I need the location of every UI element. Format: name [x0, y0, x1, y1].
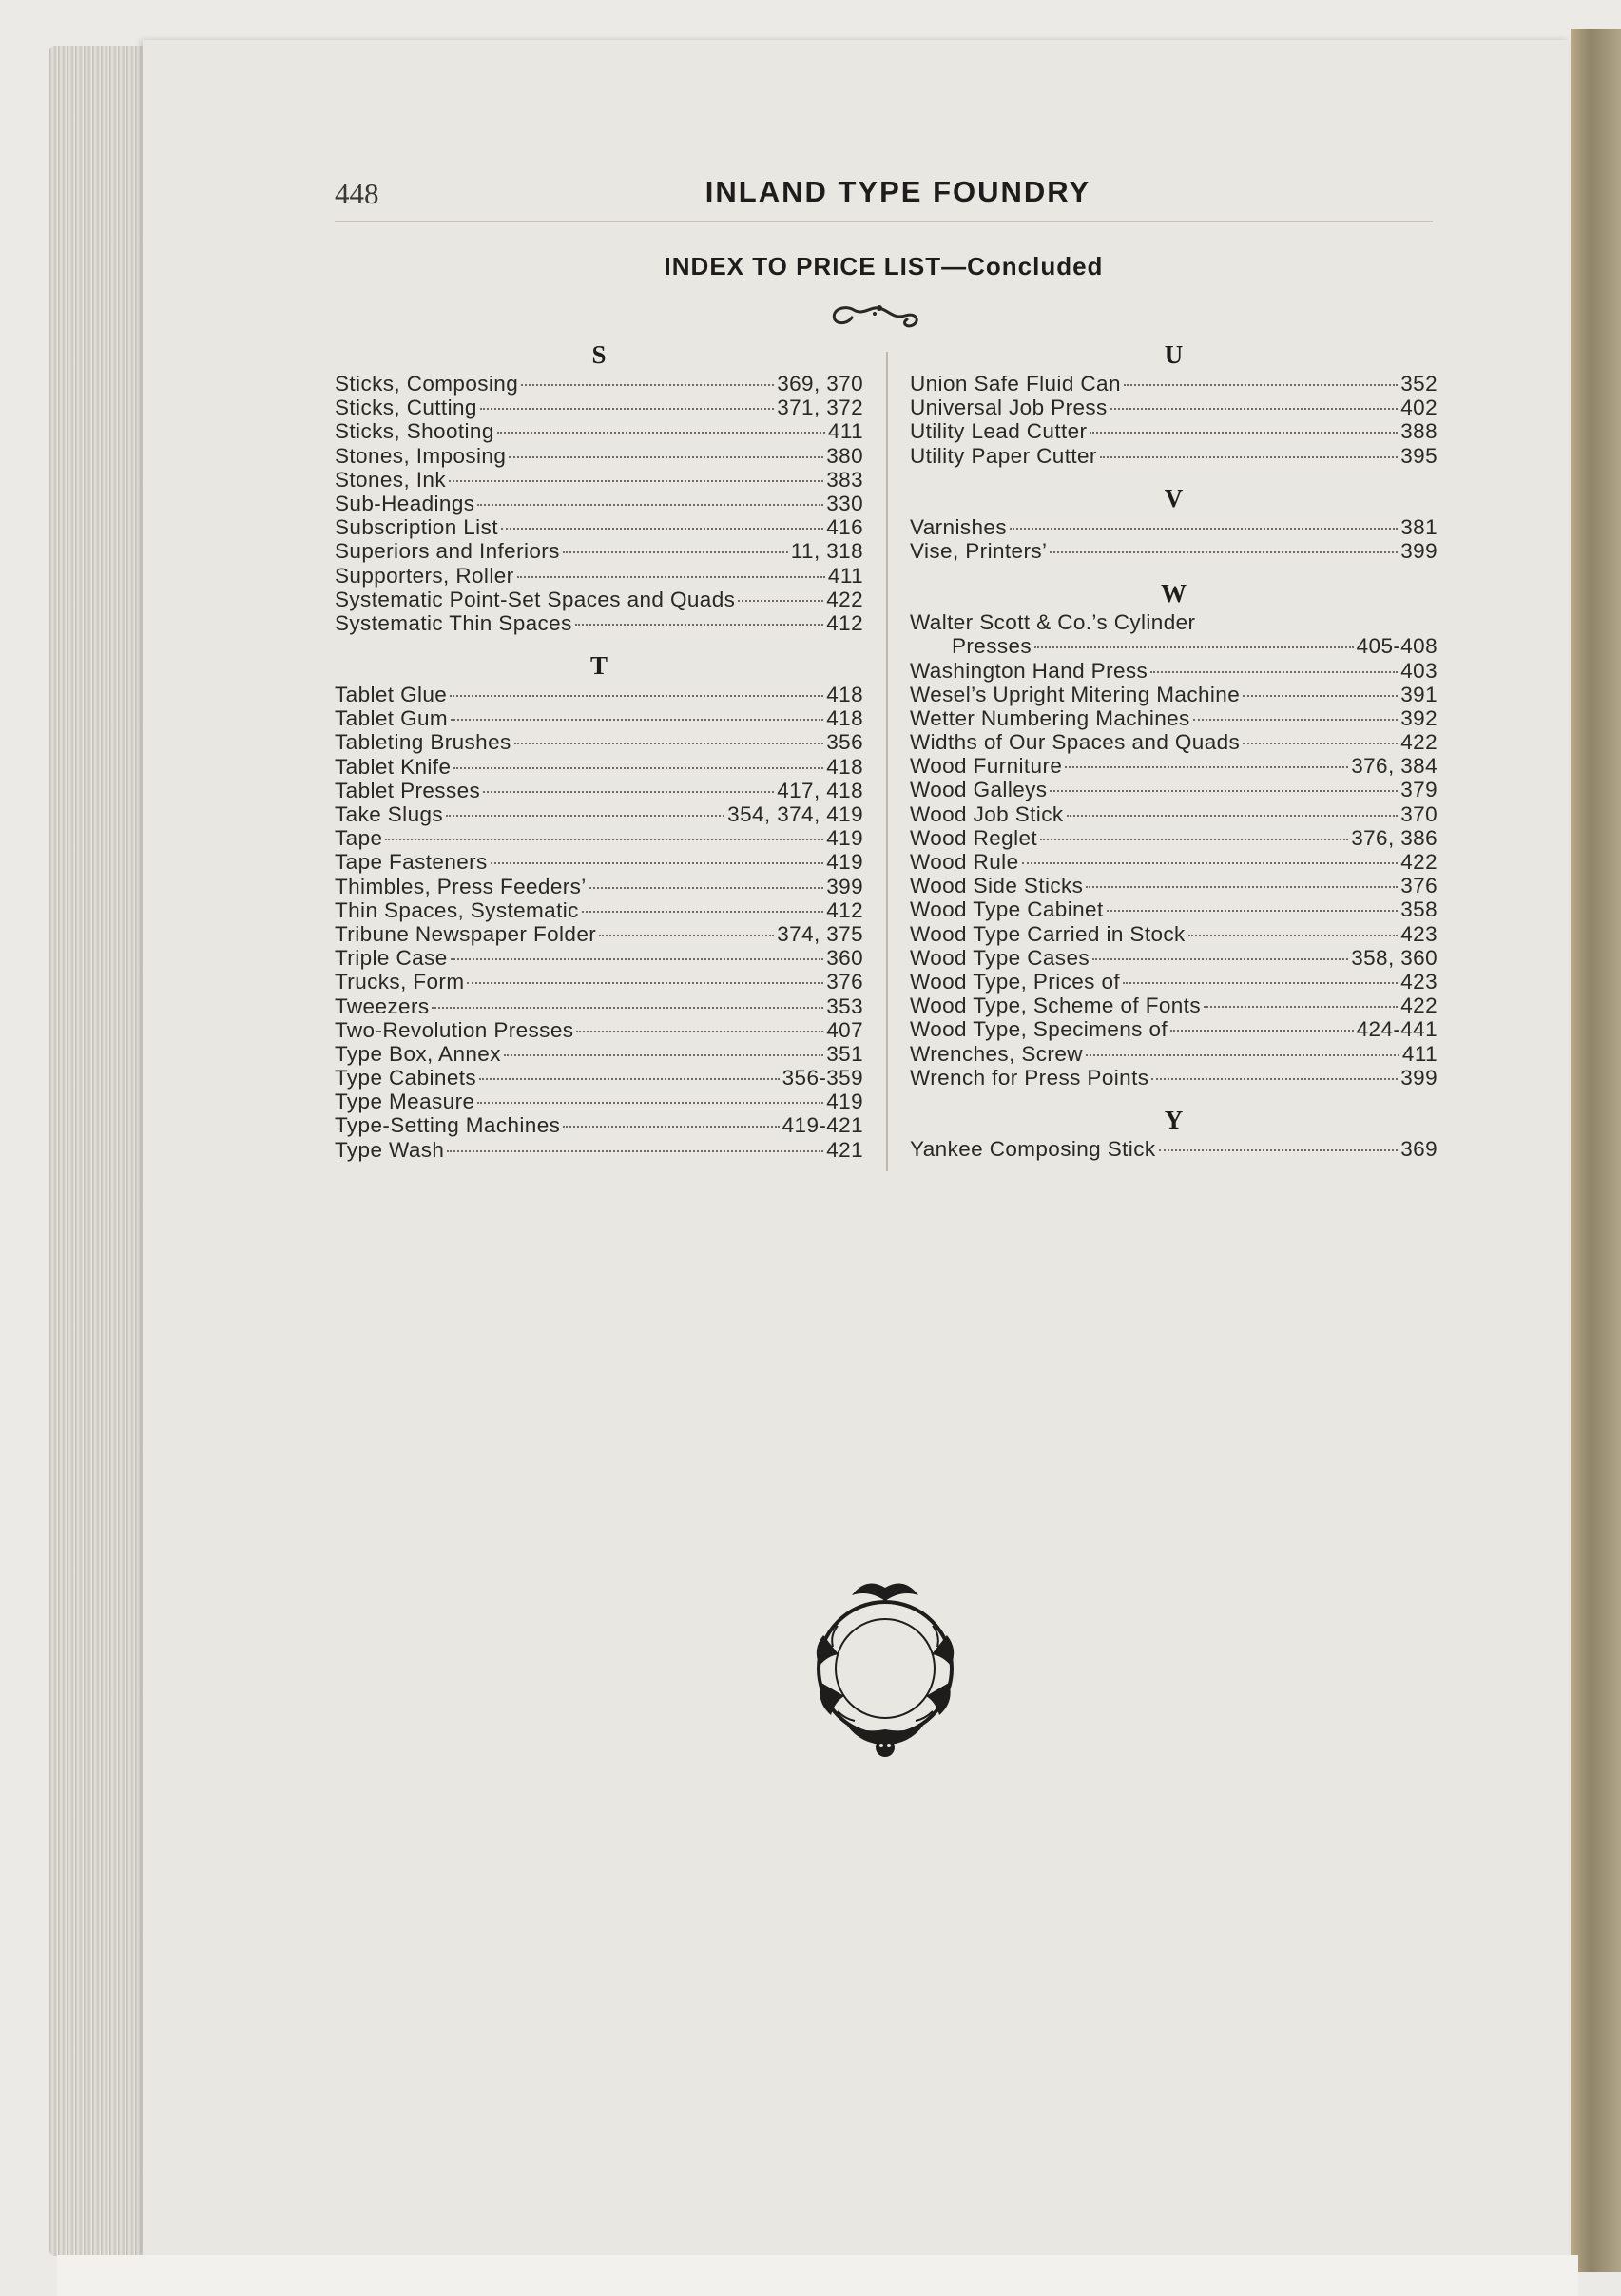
dot-leader: [1107, 910, 1399, 912]
index-entry: [910, 1137, 1438, 1161]
index-entry: [910, 970, 1438, 994]
dot-leader: [738, 600, 823, 602]
entry-label: Sub-Headings: [335, 491, 475, 515]
entry-label: Wrench for Press Points: [910, 1065, 1149, 1090]
entry-pages: 422: [1400, 850, 1438, 874]
index-entry: [335, 419, 863, 443]
index-entry: [910, 634, 1438, 658]
dot-leader: [599, 935, 774, 936]
index-entry: [335, 515, 863, 539]
index-entry: [910, 754, 1438, 778]
entry-pages: 412: [826, 610, 863, 635]
entry-label: Vise, Printers’: [910, 538, 1048, 563]
entry-pages: 376, 386: [1351, 825, 1438, 850]
entry-label: Type Box, Annex: [335, 1041, 501, 1066]
entry-pages: 422: [1400, 994, 1438, 1018]
index-column-left: [335, 338, 863, 1162]
entry-pages: 419: [826, 826, 863, 851]
entry-pages: 392: [1400, 705, 1438, 730]
entry-label: Tableting Brushes: [335, 730, 511, 755]
entry-label: Type Measure: [335, 1090, 475, 1114]
bottom-margin: [57, 2255, 1578, 2296]
index-entry: [335, 826, 863, 850]
index-entry: [335, 588, 863, 611]
entry-pages: 354, 374, 419: [727, 802, 863, 826]
entry-label: Widths of Our Spaces and Quads: [910, 730, 1241, 755]
entry-label: Tape: [335, 826, 383, 851]
index-entry: [335, 683, 863, 706]
entry-label: Utility Paper Cutter: [910, 443, 1097, 468]
entry-pages: 418: [826, 683, 863, 707]
dot-leader: [1159, 1149, 1399, 1151]
entry-pages: 395: [1400, 443, 1438, 468]
dot-leader: [514, 743, 824, 744]
entry-label: Trucks, Form: [335, 970, 465, 994]
dot-leader: [453, 767, 823, 769]
entry-pages: 424-441: [1356, 1017, 1438, 1042]
dot-leader: [1243, 695, 1398, 697]
index-entry: [335, 1113, 863, 1137]
index-entry: [910, 946, 1438, 970]
index-entry: [910, 826, 1438, 850]
entry-pages: 399: [826, 874, 863, 898]
entry-label: Tribune Newspaper Folder: [335, 921, 597, 946]
entry-label: Superiors and Inferiors: [335, 539, 560, 564]
dot-leader: [446, 815, 724, 817]
dot-leader: [1123, 982, 1398, 984]
index-entry: [910, 730, 1438, 754]
entry-pages: 403: [1400, 658, 1438, 683]
dot-leader: [1110, 408, 1399, 410]
entry-label: Thimbles, Press Feeders’: [335, 874, 587, 898]
dot-leader: [467, 982, 823, 984]
index-entry: [335, 922, 863, 946]
index-entry: [335, 372, 863, 396]
index-entry: [335, 779, 863, 802]
entry-pages: 376: [826, 970, 863, 994]
index-entry: [910, 1066, 1438, 1090]
entry-pages: 418: [826, 754, 863, 779]
dot-leader: [1188, 935, 1399, 936]
entry-pages: 411: [827, 419, 863, 444]
entry-label: Wood Galleys: [910, 778, 1048, 802]
entry-label: Type Cabinets: [335, 1066, 477, 1090]
index-entry: [335, 492, 863, 515]
entry-pages: 399: [1400, 538, 1438, 563]
index-entry: [910, 683, 1438, 706]
entry-pages: 376: [1400, 874, 1438, 898]
dot-leader: [1204, 1006, 1398, 1008]
entry-pages: 356-359: [782, 1066, 863, 1090]
entry-pages: 358, 360: [1351, 945, 1438, 970]
entry-label: Triple Case: [335, 946, 448, 971]
entry-pages: 369, 370: [777, 372, 863, 396]
entry-pages: 423: [1400, 921, 1438, 946]
index-column-right: [910, 338, 1438, 1161]
index-entry: [335, 730, 863, 754]
dot-leader: [582, 911, 823, 913]
index-entry: [335, 1138, 863, 1162]
dot-leader: [385, 839, 823, 840]
page-edges: [49, 46, 154, 2256]
dot-leader: [477, 504, 823, 506]
dot-leader: [497, 432, 825, 434]
entry-pages: 380: [826, 443, 863, 468]
index-entry: [335, 611, 863, 635]
dot-leader: [1150, 671, 1398, 673]
dot-leader: [509, 456, 823, 458]
dot-leader: [521, 384, 774, 386]
entry-label: Two-Revolution Presses: [335, 1017, 574, 1042]
flourish-ornament-icon: [827, 295, 932, 333]
entry-label: Wood Type, Specimens of: [910, 1017, 1168, 1042]
dot-leader: [1193, 719, 1399, 721]
dot-leader: [1034, 646, 1354, 648]
page-header: [335, 171, 1433, 222]
dot-leader: [1170, 1030, 1354, 1032]
dot-leader: [1065, 766, 1348, 768]
entry-pages: 419-421: [782, 1113, 863, 1138]
entry-label: Yankee Composing Stick: [910, 1136, 1156, 1161]
entry-label: Universal Job Press: [910, 396, 1108, 420]
dot-leader: [1243, 743, 1398, 744]
entry-label: Tablet Gum: [335, 706, 449, 731]
entry-pages: 405-408: [1356, 634, 1438, 659]
index-entry: [335, 850, 863, 874]
index-entry: [910, 419, 1438, 443]
entry-pages: 407: [826, 1017, 863, 1042]
index-entry: [910, 539, 1438, 563]
dot-leader: [1067, 815, 1399, 817]
dot-leader: [504, 1054, 823, 1056]
entry-pages: 402: [1400, 396, 1438, 420]
entry-pages: 351: [826, 1041, 863, 1066]
index-entry: [910, 372, 1438, 396]
running-head: INLAND TYPE FOUNDRY: [704, 175, 1091, 208]
section-letter: T: [589, 651, 608, 681]
index-entry: [910, 396, 1438, 419]
entry-label: Wrenches, Screw: [910, 1041, 1083, 1066]
dot-leader: [576, 1031, 823, 1032]
entry-label: Wood Type Cases: [910, 945, 1090, 970]
entry-pages: 412: [826, 897, 863, 922]
entry-pages: 411: [1401, 1041, 1438, 1066]
entry-label: Sticks, Shooting: [335, 419, 494, 444]
entry-pages: 421: [826, 1137, 863, 1162]
entry-label: Wood Side Sticks: [910, 874, 1084, 898]
entry-pages: 419: [826, 1090, 863, 1114]
entry-pages: 383: [826, 467, 863, 492]
column-divider: [886, 352, 888, 1171]
dot-leader: [1092, 958, 1348, 960]
index-entry: [335, 755, 863, 779]
dot-leader: [517, 576, 825, 578]
entry-pages: 330: [826, 491, 863, 515]
dot-leader: [432, 1007, 823, 1009]
entry-label: Wood Type Carried in Stock: [910, 921, 1186, 946]
entry-pages: 381: [1400, 514, 1438, 539]
entry-label: Wood Type, Scheme of Fonts: [910, 994, 1201, 1018]
index-entry: [335, 946, 863, 970]
dot-leader: [1050, 551, 1398, 553]
entry-label: Varnishes: [910, 514, 1007, 539]
index-entry: [910, 802, 1438, 826]
entry-label: Tablet Presses: [335, 778, 481, 802]
section-letter: V: [1164, 483, 1184, 512]
index-entry: [335, 1066, 863, 1090]
section-spacer: [910, 1090, 1438, 1103]
book-spine: [1571, 29, 1621, 2272]
index-entry: [335, 1042, 863, 1066]
entry-label: Sticks, Composing: [335, 372, 519, 396]
entry-label: Wood Job Stick: [910, 801, 1064, 826]
entry-pages: 376, 384: [1351, 754, 1438, 779]
dot-leader: [477, 1102, 823, 1104]
entry-label: Subscription List: [335, 515, 498, 540]
index-entry: [335, 1018, 863, 1042]
index-entry: [335, 444, 863, 468]
dot-leader: [491, 862, 824, 864]
entry-label: Wood Rule: [910, 850, 1019, 874]
section-letter: S: [591, 340, 607, 369]
entry-pages: 379: [1400, 778, 1438, 802]
dot-leader: [480, 408, 774, 410]
index-entry: [910, 444, 1438, 468]
entry-label: Tape Fasteners: [335, 850, 488, 875]
entry-pages: 416: [826, 515, 863, 540]
index-entry: [335, 1090, 863, 1113]
entry-pages: 360: [826, 946, 863, 971]
entry-label: Walter Scott & Co.’s Cylinder: [910, 610, 1196, 635]
dot-leader: [479, 1078, 780, 1080]
dot-leader: [1010, 528, 1398, 530]
index-entry: [335, 970, 863, 994]
entry-pages: 370: [1400, 801, 1438, 826]
index-entry: [910, 659, 1438, 683]
index-entry: [910, 874, 1438, 897]
index-entry: [335, 994, 863, 1018]
index-entry: [335, 706, 863, 730]
dot-leader: [589, 887, 824, 889]
index-entry: [910, 850, 1438, 874]
dot-leader: [1040, 839, 1348, 840]
index-entry: [335, 898, 863, 922]
entry-pages: 356: [826, 730, 863, 755]
entry-pages: 422: [826, 587, 863, 611]
dot-leader: [451, 958, 824, 960]
entry-label: Wood Type, Prices of: [910, 969, 1121, 994]
entry-label: Presses: [952, 634, 1032, 659]
entry-pages: 371, 372: [777, 396, 863, 420]
entry-label: Type Wash: [335, 1137, 445, 1162]
index-entry: [910, 706, 1438, 730]
entry-label: Take Slugs: [335, 802, 444, 826]
entry-pages: 422: [1400, 730, 1438, 755]
dot-leader: [1124, 384, 1398, 386]
index-entry: [335, 396, 863, 419]
index-entry: [335, 564, 863, 588]
entry-label: Wetter Numbering Machines: [910, 705, 1190, 730]
dot-leader: [1086, 886, 1398, 888]
index-entry: [910, 778, 1438, 801]
index-entry: [910, 1042, 1438, 1066]
entry-label: Sticks, Cutting: [335, 396, 477, 420]
section-spacer: [910, 468, 1438, 481]
section-spacer: [335, 635, 863, 648]
entry-label: Washington Hand Press: [910, 658, 1148, 683]
entry-label: Tweezers: [335, 994, 430, 1018]
index-entry: [335, 802, 863, 826]
entry-pages: 417, 418: [777, 778, 863, 802]
entry-pages: 418: [826, 706, 863, 731]
entry-pages: 388: [1400, 419, 1438, 444]
entry-pages: 399: [1400, 1065, 1438, 1090]
index-entry: [335, 468, 863, 492]
entry-pages: 369: [1400, 1136, 1438, 1161]
section-letter: Y: [1164, 1105, 1184, 1134]
dot-leader: [483, 791, 774, 793]
entry-pages: 419: [826, 850, 863, 875]
dot-leader: [451, 719, 823, 721]
section-letter: U: [1164, 340, 1184, 369]
entry-label: Tablet Glue: [335, 683, 448, 707]
dot-leader: [575, 624, 824, 626]
entry-label: Utility Lead Cutter: [910, 419, 1088, 444]
index-entry: [910, 994, 1438, 1017]
dot-leader: [501, 528, 823, 530]
entry-label: Wood Furniture: [910, 754, 1063, 779]
dot-leader: [563, 551, 788, 553]
entry-pages: 353: [826, 994, 863, 1018]
entry-label: Supporters, Roller: [335, 563, 514, 588]
dot-leader: [450, 695, 823, 697]
entry-pages: 423: [1400, 969, 1438, 994]
entry-label: Wood Reglet: [910, 825, 1038, 850]
entry-label: Type-Setting Machines: [335, 1113, 561, 1138]
entry-label: Union Safe Fluid Can: [910, 372, 1121, 396]
index-entry: [910, 515, 1438, 539]
entry-label: Stones, Ink: [335, 467, 446, 492]
entry-label: Wood Type Cabinet: [910, 897, 1104, 922]
section-letter: W: [1161, 579, 1187, 608]
dot-leader: [1090, 432, 1398, 434]
entry-pages: 411: [827, 563, 863, 588]
index-entry: [910, 897, 1438, 921]
wreath-ornament-icon: [795, 1569, 975, 1768]
dot-leader: [1151, 1078, 1398, 1080]
entry-label: Wesel’s Upright Mitering Machine: [910, 682, 1241, 706]
entry-label: Systematic Point-Set Spaces and Quads: [335, 587, 736, 611]
index-entry: [910, 610, 1438, 634]
entry-pages: 391: [1400, 682, 1438, 706]
entry-pages: 358: [1400, 897, 1438, 922]
page-number: 448: [335, 177, 379, 210]
dot-leader: [1022, 862, 1399, 864]
index-entry: [910, 1017, 1438, 1041]
index-entry: [910, 922, 1438, 946]
entry-pages: 352: [1400, 372, 1438, 396]
dot-leader: [1050, 790, 1398, 792]
section-spacer: [910, 563, 1438, 576]
index-title: INDEX TO PRICE LIST—Concluded: [664, 252, 1104, 280]
index-entry: [335, 875, 863, 898]
dot-leader: [447, 1150, 823, 1152]
dot-leader: [1100, 456, 1398, 458]
entry-pages: 374, 375: [777, 921, 863, 946]
entry-label: Thin Spaces, Systematic: [335, 897, 579, 922]
dot-leader: [1086, 1054, 1399, 1056]
entry-label: Stones, Imposing: [335, 443, 507, 468]
dot-leader: [449, 480, 823, 482]
entry-label: Tablet Knife: [335, 754, 452, 779]
entry-label: Systematic Thin Spaces: [335, 610, 572, 635]
index-entry: [335, 539, 863, 563]
entry-pages: 11, 318: [790, 539, 863, 564]
dot-leader: [563, 1126, 779, 1128]
